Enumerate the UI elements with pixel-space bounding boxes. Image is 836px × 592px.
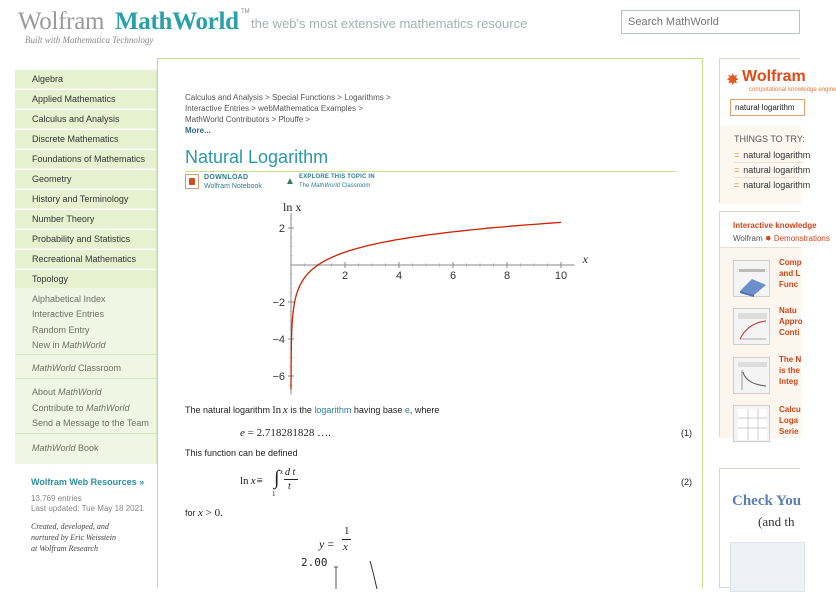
- plot2-curve: [370, 561, 377, 589]
- equation-1: [240, 427, 331, 439]
- try-divider: [734, 177, 804, 178]
- wolfram-alpha-widget: [719, 58, 836, 203]
- eq2-ln: ln: [240, 475, 249, 487]
- demo-thumbnail[interactable]: [733, 405, 770, 442]
- sidebar-link-contribute[interactable]: [32, 403, 130, 413]
- eq2-x: x: [250, 475, 256, 487]
- sidebar-link-interactive-entries[interactable]: Interactive Entries: [32, 309, 105, 319]
- demo-title[interactable]: [779, 404, 801, 437]
- credits-line-1: Created, developed, and: [31, 522, 109, 531]
- domain-x: x: [198, 507, 203, 519]
- breadcrumb-more-link[interactable]: More...: [185, 126, 211, 135]
- demo-title[interactable]: [779, 354, 801, 387]
- sidebar-item-applied-mathematics[interactable]: Applied Mathematics: [15, 89, 156, 108]
- plot2-eq: =: [324, 537, 335, 551]
- eq2-equiv: ≡: [256, 475, 263, 487]
- demo-title-line: Conti: [779, 328, 800, 337]
- things-to-try-heading: THINGS TO TRY:: [734, 134, 805, 144]
- demo-title-line: The N: [779, 355, 802, 364]
- promo-headline: Check You: [732, 493, 802, 509]
- equation-2-number: (2): [681, 477, 692, 487]
- logo-wolfram[interactable]: Wolfram: [18, 8, 105, 35]
- plot2-numerator: 1: [344, 525, 350, 537]
- eq2-denominator: t: [288, 481, 291, 492]
- x-tick-label: 2: [341, 270, 349, 282]
- sidebar-divider: [15, 354, 156, 355]
- domain-text-1: for: [185, 508, 199, 518]
- eq1-rhs: = 2.718281828 ….: [244, 427, 331, 439]
- sidebar-item-geometry[interactable]: Geometry: [15, 169, 156, 188]
- demo-thumbnail-graphic: [734, 406, 771, 443]
- eq2-upper: x: [280, 468, 284, 476]
- sidebar-link-classroom[interactable]: [32, 363, 121, 373]
- y-tick-label: 2: [278, 223, 285, 235]
- sidebar-item-recreational[interactable]: Recreational Mathematics: [15, 249, 156, 268]
- demo-thumbnail-graphic: [734, 358, 771, 395]
- promo-subheadline: (and th: [758, 514, 795, 529]
- try-item[interactable]: [734, 165, 810, 175]
- bullet-icon: =: [734, 150, 740, 160]
- search-input[interactable]: [621, 10, 800, 34]
- intro-text-1: The natural logarithm: [185, 405, 273, 415]
- try-item[interactable]: [734, 150, 810, 160]
- logo-trademark: TM: [241, 9, 250, 15]
- promo-widget[interactable]: [719, 468, 800, 588]
- integral-sign: ∫: [274, 467, 280, 489]
- sidebar-item-history[interactable]: History and Terminology: [15, 189, 156, 208]
- wolfram-alpha-input[interactable]: natural logarithm: [730, 99, 805, 116]
- demonstrations-widget: [719, 211, 830, 437]
- classroom-link-post: Classroom: [340, 183, 371, 189]
- classroom-link-pre: The: [299, 183, 312, 189]
- demo-thumbnail[interactable]: [733, 357, 770, 394]
- sidebar-link-new-in-mathworld[interactable]: [32, 340, 106, 350]
- x-tick-label: 4: [395, 270, 403, 282]
- try-item-label: natural logarithm: [743, 150, 811, 160]
- demo-title-line: Integ: [779, 377, 799, 386]
- intro-sentence: [185, 404, 439, 416]
- y-tick-label: −4: [272, 334, 285, 346]
- demo-thumbnail-graphic: [734, 309, 771, 346]
- sidebar-link-random-entry[interactable]: Random Entry: [32, 325, 90, 335]
- entry-count: 13,769 entries: [31, 494, 82, 503]
- intro-ln: ln: [272, 404, 282, 416]
- about-brand: MathWorld: [58, 387, 102, 397]
- sidebar-link-book[interactable]: [32, 443, 99, 453]
- domain-text-2: > 0.: [202, 507, 223, 519]
- book-brand: MathWorld: [32, 443, 76, 453]
- sidebar-item-foundations[interactable]: Foundations of Mathematics: [15, 149, 156, 168]
- y-tick-label: −2: [272, 297, 285, 309]
- plot2-lhs: [319, 537, 334, 552]
- demo-title-line: and L: [779, 269, 801, 278]
- wolfram-star-icon: ✸: [726, 72, 740, 89]
- sidebar-link-about[interactable]: [32, 387, 102, 397]
- x-tick-label: 8: [503, 270, 511, 282]
- page-title: Natural Logarithm: [185, 147, 329, 167]
- demo-thumbnail[interactable]: [733, 308, 770, 345]
- interactive-knowledge-heading: Interactive knowledge: [733, 221, 817, 230]
- classroom-brand: MathWorld: [32, 363, 76, 373]
- try-item[interactable]: [734, 180, 810, 190]
- plot2-y: y: [319, 537, 325, 551]
- demo-title-line: Func: [779, 280, 799, 289]
- graduation-cap-icon[interactable]: ▲: [285, 176, 295, 187]
- about-label: About: [32, 387, 59, 397]
- explore-topic-label[interactable]: EXPLORE THIS TOPIC IN: [299, 174, 375, 180]
- demonstrations-star-icon: ✸: [764, 234, 772, 243]
- sidebar: [15, 69, 157, 464]
- sidebar-item-algebra[interactable]: Algebra: [15, 69, 156, 88]
- demo-title-line: Loga: [779, 416, 799, 425]
- plot2-x: x: [343, 541, 348, 553]
- contribute-brand: MathWorld: [86, 403, 130, 413]
- x-axis-label: x: [582, 252, 588, 266]
- demo-thumbnail[interactable]: [733, 260, 770, 297]
- demonstrations-brand-demos: Demonstrations: [773, 234, 830, 243]
- classroom-link-brand: MathWorld: [311, 183, 341, 189]
- main-content: [157, 58, 703, 588]
- logo-mathworld[interactable]: MathWorld: [115, 8, 239, 35]
- define-sentence: This function can be defined: [185, 448, 298, 458]
- natural-log-plot: [158, 59, 704, 399]
- demo-title[interactable]: [779, 305, 803, 338]
- demo-title-line: Comp: [779, 258, 802, 267]
- intro-x: x: [282, 404, 288, 416]
- sidebar-item-number-theory[interactable]: Number Theory: [15, 209, 156, 228]
- y-tick-label: −6: [272, 371, 285, 383]
- integral-upper-limit: [280, 468, 283, 476]
- logarithm-link[interactable]: logarithm: [314, 405, 352, 415]
- try-item-label: natural logarithm: [743, 180, 811, 190]
- breadcrumb-line-2[interactable]: Interactive Entries > webMathematica Examples >: [185, 104, 363, 113]
- try-divider: [734, 162, 804, 163]
- sidebar-item-calculus-and-analysis[interactable]: Calculus and Analysis: [15, 109, 156, 128]
- breadcrumb-line-3[interactable]: MathWorld Contributors > Plouffe >: [185, 115, 311, 124]
- ln-x-curve: [291, 222, 561, 389]
- demo-title-line: Appro: [779, 317, 803, 326]
- download-label[interactable]: DOWNLOAD: [204, 174, 249, 181]
- sidebar-footer: [31, 477, 144, 554]
- intro-text-4: , where: [409, 405, 440, 415]
- try-item-label: natural logarithm: [743, 165, 811, 175]
- demo-title-line: Calcu: [779, 405, 801, 414]
- demo-title-line: is the: [779, 366, 800, 375]
- plot2-tick-label: 2.00: [301, 556, 328, 569]
- book-label: Book: [75, 443, 99, 453]
- sidebar-item-discrete-mathematics[interactable]: Discrete Mathematics: [15, 129, 156, 148]
- logo-subtagline: Built with Mathematica Technology: [25, 35, 154, 45]
- bullet-icon: =: [734, 180, 740, 190]
- web-resources-link[interactable]: Wolfram Web Resources »: [31, 477, 145, 487]
- integral-lower-limit: 1: [272, 490, 276, 498]
- e-link[interactable]: e: [404, 405, 410, 415]
- reciprocal-plot-partial: [328, 555, 388, 589]
- last-updated: Last updated: Tue May 18 2021: [31, 504, 144, 513]
- intro-text-3: having base: [351, 405, 405, 415]
- new-in-brand: MathWorld: [62, 340, 106, 350]
- page-header: [0, 0, 800, 58]
- classroom-label: Classroom: [75, 363, 122, 373]
- x-tick-label: 6: [449, 270, 457, 282]
- new-in-label: New in: [32, 340, 63, 350]
- domain-sentence: [185, 507, 223, 519]
- sidebar-link-send-message[interactable]: Send a Message to the Team: [32, 418, 149, 428]
- sidebar-link-alphabetical-index[interactable]: Alphabetical Index: [32, 294, 106, 304]
- demo-title-line: Serie: [779, 427, 799, 436]
- wolfram-alpha-subtitle: computational knowledge engine: [749, 87, 836, 93]
- sidebar-item-probability[interactable]: Probability and Statistics: [15, 229, 156, 248]
- plot2-fraction-bar: [342, 539, 351, 540]
- demo-thumbnail-graphic: [734, 261, 771, 298]
- breadcrumb-line-1[interactable]: Calculus and Analysis > Special Functions > Logarithms >: [185, 93, 391, 102]
- sidebar-item-topology[interactable]: Topology: [15, 269, 156, 288]
- demo-title-line: Natu: [779, 306, 797, 315]
- sidebar-divider: [15, 378, 156, 379]
- demonstrations-brand-wolfram: Wolfram: [733, 234, 763, 243]
- plot2-denominator: [343, 541, 348, 553]
- download-notebook-link[interactable]: Wolfram Notebook: [204, 183, 262, 190]
- wolfram-alpha-logo[interactable]: Wolfram: [742, 68, 806, 85]
- demo-title[interactable]: [779, 257, 802, 290]
- equation-2: [240, 475, 263, 487]
- demonstrations-brand[interactable]: [733, 234, 830, 243]
- site-tagline: the web's most extensive mathematics resource: [251, 16, 528, 31]
- credits-line-3: at Wolfram Research: [31, 544, 98, 553]
- bullet-icon: =: [734, 165, 740, 175]
- y-axis-label: ln x: [283, 200, 302, 215]
- contribute-label: Contribute to: [32, 403, 87, 413]
- equation-1-number: (1): [681, 428, 692, 438]
- intro-text-2: is the: [287, 405, 315, 415]
- eq1-lhs: e: [240, 427, 245, 439]
- x-tick-label: 10: [554, 270, 568, 282]
- credits-line-2: nurtured by Eric Weisstein: [31, 533, 116, 542]
- promo-image: [730, 542, 805, 592]
- sidebar-divider: [15, 433, 156, 434]
- eq2-numerator: d t: [285, 467, 296, 478]
- eq2-fraction-bar: [284, 479, 298, 480]
